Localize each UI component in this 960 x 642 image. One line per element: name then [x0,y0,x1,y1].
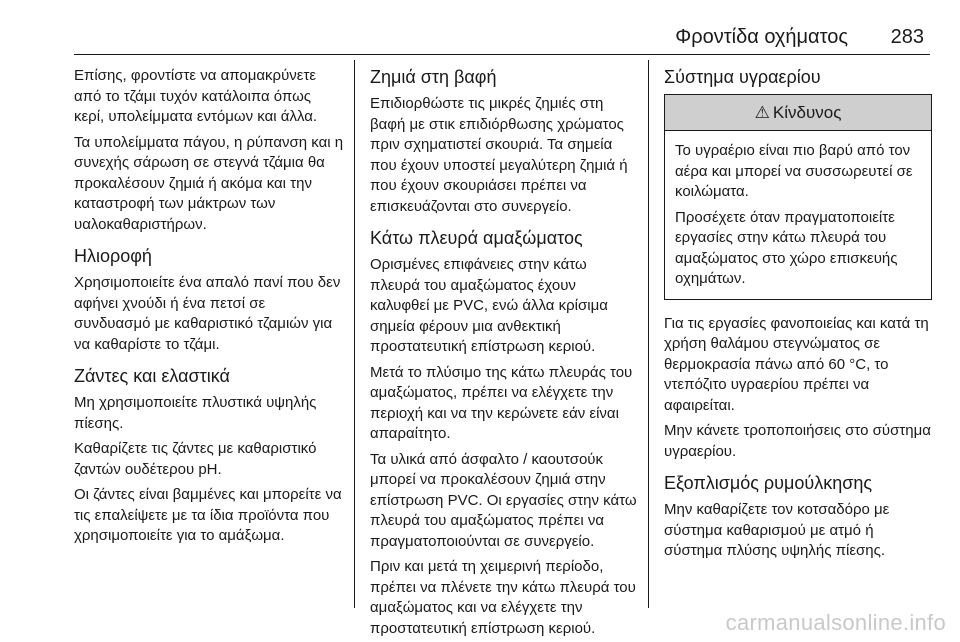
watermark: carmanualsonline.info [725,610,946,635]
paragraph: Μετά το πλύσιμο της κάτω πλευράς του αμαξώματος, πρέπει να ελέγχετε την περιοχή και να την κερώνετε εάν είναι απαραίτητο. [370,363,633,442]
paragraph: Μη χρησιμοποιείτε πλυστικά υψηλής πίεσης. [74,394,317,432]
danger-notice-body [665,131,931,299]
paragraph: Επιδιορθώστε τις μικρές ζημιές στη βαφή με στικ επιδιόρθωσης χρώματος πριν σχηματιστεί σκουριά. Τα σημεία που έχουν υποστεί μεγαλύτερη ζημιά ή που έχουν σκουριάσει πρέπει να επισκευάζονται στο συνεργείο. [370,95,628,215]
column-1 [74,66,344,552]
column-divider-2 [648,60,649,608]
paragraph: Τα υπολείμματα πάγου, η ρύπανση και η συνεχής σάρωση σε στεγνά τζάμια θα προκαλέσουν ζημιά ή ακόμα και την καταστροφή των μάκτρων των υαλοκαθαριστήρων. [74,133,344,233]
section-heading-towing-equipment: Εξοπλισμός ρυμούλκησης [664,473,873,493]
paragraph: Προσέχετε όταν πραγματοποιείτε εργασίες στην κάτω πλευρά του αμαξώματος στο χώρο επισκευής οχημάτων. [675,208,898,287]
section-heading-underbody: Κάτω πλευρά αμαξώματος [370,228,583,248]
section-heading-lpg-system: Σύστημα υγραερίου [664,67,821,87]
paragraph: Καθαρίζετε τις ζάντες με καθαριστικό ζαντών ουδέτερου pH. [74,440,317,478]
paragraph: Για τις εργασίες φανοποιείας και κατά τη χρήση θαλάμου στεγνώματος σε θερμοκρασία πάνω από 60 °C, το ντεπόζιτο υγραερίου πρέπει να αφαιρείται. [664,314,929,414]
danger-notice-title: Κίνδυνος [772,102,842,122]
danger-notice-box [664,94,932,300]
danger-notice-header [665,95,931,131]
paragraph: Πριν και μετά τη χειμερινή περίοδο, πρέπει να πλένετε την κάτω πλευρά του αμαξώματος και να ελέγχετε την προστατευτική επίστρωση κεριού. [370,558,636,637]
paragraph: Οι ζάντες είναι βαμμένες και μπορείτε να τις επαλείψετε με τα ίδια προϊόντα που χρησιμοποιείτε για το αμάξωμα. [74,486,342,544]
paragraph: Ορισμένες επιφάνειες στην κάτω πλευρά του αμαξώματος έχουν καλυφθεί με PVC, ενώ άλλα κρίσιμα σημεία φέρουν μια ανθεκτική προστατευτική επίστρωση κεριού. [370,256,608,355]
page-title: Φροντίδα οχήματος [675,26,848,48]
page-number: 283 [890,26,924,48]
section-heading-sunroof: Ηλιοροφή [74,246,152,266]
warning-triangle-icon: ⚠ [754,102,770,122]
paragraph: Μην κάνετε τροποποιήσεις στο σύστημα υγραερίου. [664,422,931,460]
column-divider-1 [354,60,355,608]
header-divider [74,54,930,55]
paragraph: Μην καθαρίζετε τον κοτσαδόρο με σύστημα καθαρισμού με ατμό ή σύστημα πλύσης υψηλής πίεσης. [664,501,890,559]
section-heading-wheels: Ζάντες και ελαστικά [74,366,230,386]
column-2 [370,66,638,642]
paragraph: Το υγραέριο είναι πιο βαρύ από τον αέρα και μπορεί να συσσωρευτεί σε κοιλώματα. [675,142,913,200]
paragraph: Τα υλικά από άσφαλτο / καουτσούκ μπορεί να προκαλέσουν ζημιά στην επίστρωση PVC. Οι εργασίες στην κάτω πλευρά του αμαξώματος πρέπει να πραγματοποιούνται σε συνεργείο. [370,450,637,550]
section-heading-paint-damage: Ζημιά στη βαφή [370,67,497,87]
paragraph: Επίσης, φροντίστε να απομακρύνετε από το τζάμι τυχόν κατάλοιπα όπως κερί, υπολείμματα εντόμων και άλλα. [74,67,318,125]
paragraph: Χρησιμοποιείτε ένα απαλό πανί που δεν αφήνει χνούδι ή ένα πετσί σε συνδυασμό με καθαριστικό τζαμιών για να καθαρίστε το τζάμι. [74,274,341,353]
column-3 [664,66,932,567]
page-header [0,0,960,56]
